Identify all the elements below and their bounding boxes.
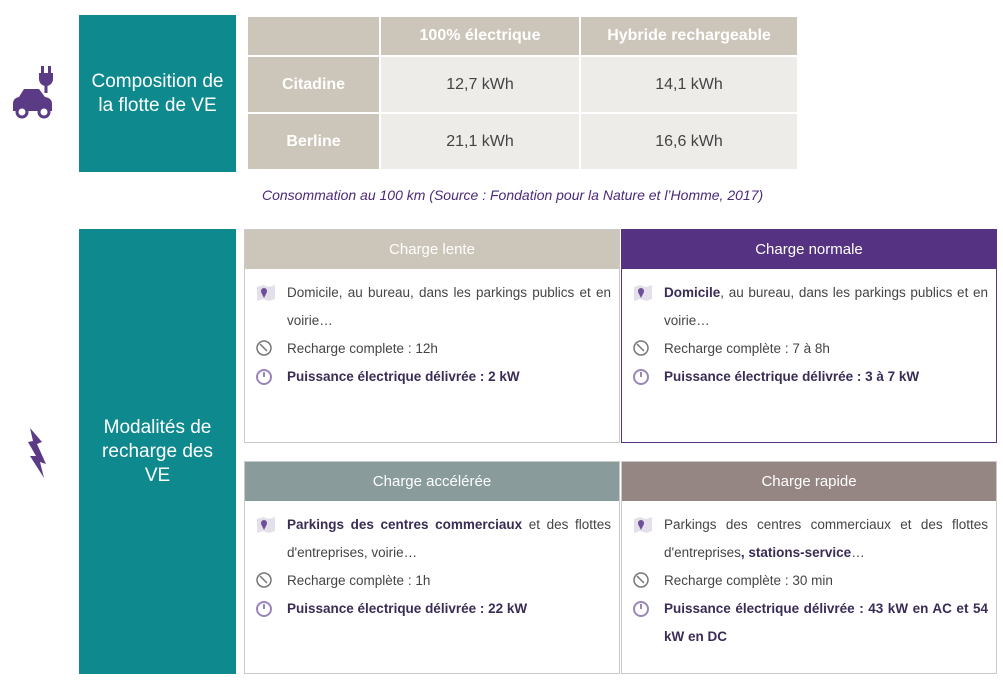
table-caption: Consommation au 100 km (Source : Fondation pour la Nature et l’Homme, 2017)	[262, 187, 764, 203]
charging-modes-title: Modalités de recharge des VE	[102, 416, 213, 486]
card-charge-rapide	[621, 461, 997, 674]
table-corner-cell	[248, 17, 379, 55]
map-pin-icon	[255, 515, 277, 535]
location-text: Domicile, au bureau, dans les parkings publics et en voirie…	[287, 285, 611, 328]
duration-line	[632, 335, 988, 363]
lightning-bolt-icon	[26, 428, 48, 478]
clock-icon	[632, 571, 654, 591]
power-text: Puissance électrique délivrée : 3 à 7 kW	[664, 369, 920, 384]
electric-car-plug-icon	[10, 66, 60, 122]
table-row	[248, 114, 797, 169]
power-line	[255, 595, 611, 623]
card-charge-acceleree	[244, 461, 620, 674]
duration-text: Recharge complete : 12h	[287, 341, 438, 356]
row-header-berline: Berline	[248, 114, 379, 169]
location-text-end: …	[851, 545, 865, 560]
power-gauge-icon	[255, 599, 277, 619]
location-text: , au bureau, dans les parkings publics et en voirie…	[664, 285, 988, 328]
charging-modes-title-box	[79, 229, 236, 674]
duration-line	[632, 567, 988, 595]
power-text: Puissance électrique délivrée : 2 kW	[287, 369, 520, 384]
card-header: Charge normale	[622, 230, 996, 269]
location-line	[255, 279, 611, 335]
power-text: Puissance électrique délivrée : 43 kW en AC et 54 kW en DC	[664, 601, 988, 644]
location-line	[632, 511, 988, 567]
location-bold: , stations-service	[740, 545, 852, 560]
card-header: Charge accélérée	[245, 462, 619, 501]
table-header-row	[248, 17, 797, 55]
card-charge-lente	[244, 229, 620, 443]
fleet-composition-title: Composition de la flotte de VE	[91, 70, 224, 116]
table-row	[248, 57, 797, 112]
map-pin-icon	[255, 283, 277, 303]
location-bold: Domicile	[664, 285, 721, 300]
card-header: Charge lente	[245, 230, 619, 269]
power-gauge-icon	[632, 599, 654, 619]
row-header-citadine: Citadine	[248, 57, 379, 112]
power-gauge-icon	[632, 367, 654, 387]
column-header-electric: 100% électrique	[381, 17, 579, 55]
duration-text: Recharge complète : 7 à 8h	[664, 341, 830, 356]
consumption-table	[246, 15, 799, 171]
location-line	[255, 511, 611, 567]
map-pin-icon	[632, 515, 654, 535]
table-cell: 16,6 kWh	[581, 114, 797, 169]
power-line	[255, 363, 611, 391]
duration-text: Recharge complète : 1h	[287, 573, 431, 588]
duration-text: Recharge complète : 30 min	[664, 573, 833, 588]
location-text: Parkings des centres commerciaux et des flottes d'entreprises	[664, 517, 988, 560]
clock-icon	[255, 339, 277, 359]
card-charge-normale	[621, 229, 997, 443]
card-header: Charge rapide	[622, 462, 996, 501]
table-cell: 12,7 kWh	[381, 57, 579, 112]
duration-line	[255, 567, 611, 595]
power-gauge-icon	[255, 367, 277, 387]
fleet-composition-title-box	[79, 15, 236, 172]
table-cell: 21,1 kWh	[381, 114, 579, 169]
clock-icon	[632, 339, 654, 359]
power-line	[632, 595, 988, 651]
duration-line	[255, 335, 611, 363]
power-text: Puissance électrique délivrée : 22 kW	[287, 601, 528, 616]
table-cell: 14,1 kWh	[581, 57, 797, 112]
location-text: et des flottes d'entreprises, voirie…	[287, 517, 611, 560]
column-header-hybrid: Hybride rechargeable	[581, 17, 797, 55]
clock-icon	[255, 571, 277, 591]
map-pin-icon	[632, 283, 654, 303]
location-bold: Parkings des centres commerciaux	[287, 517, 523, 532]
location-line	[632, 279, 988, 335]
power-line	[632, 363, 988, 391]
